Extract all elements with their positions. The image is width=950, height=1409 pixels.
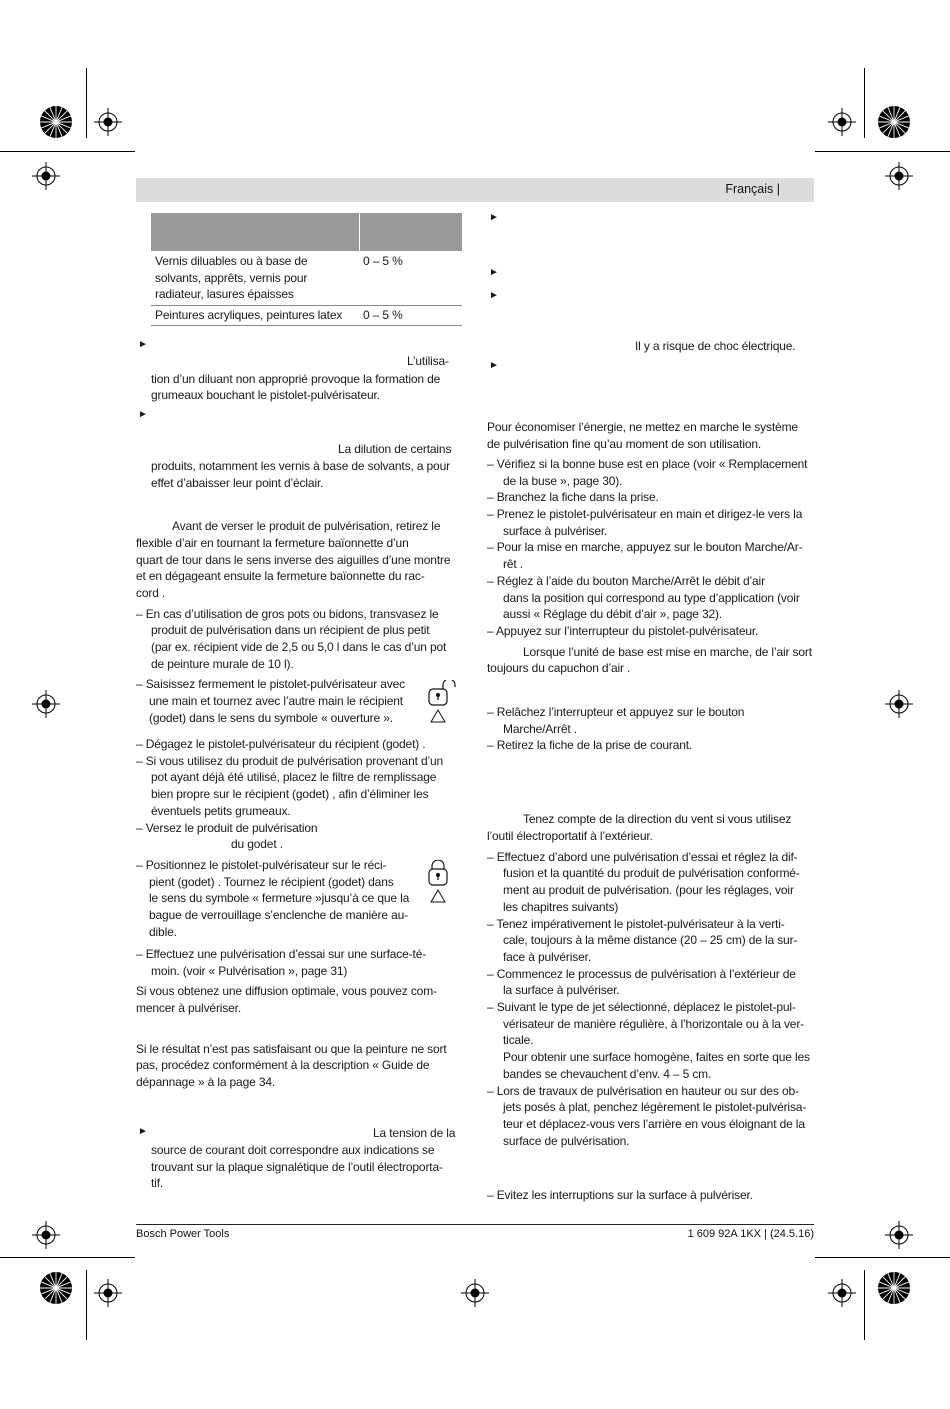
crop-mark (0, 151, 135, 152)
text-line: toujours du capuchon d’air . (487, 661, 631, 675)
text-line: (par ex. récipient vide de 2,5 ou 5,0 l dans le cas d’un pot (151, 640, 447, 654)
text-line: et en dégageant ensuite la fermeture baïonnette du rac- (136, 569, 425, 583)
unlock-symbol-icon (426, 680, 466, 726)
text-line: bague de verrouillage s’enclenche de manière au- (149, 908, 408, 922)
text-line: – Branchez la fiche dans la prise. (487, 490, 659, 504)
registration-target-icon (876, 1270, 912, 1306)
bullet-triangle-icon: ► (138, 1126, 148, 1137)
text-line: jets posés à plat, penchez légèrement le pistolet-pulvérisa- (503, 1100, 807, 1114)
text-line: bien propre sur le récipient (godet) , afin d’éliminer les (151, 787, 429, 801)
bullet-triangle-icon: ► (489, 290, 499, 301)
text-line: face à pulvériser. (503, 950, 592, 964)
text-line: – Vérifiez si la bonne buse est en place (voir « Remplacement (487, 457, 808, 471)
text-line: vérisateur de manière régulière, à l’horizontale ou à la ver- (503, 1017, 805, 1031)
text-line: – Effectuez d’abord une pulvérisation d’essai et réglez la dif- (487, 850, 798, 864)
text-line: les chapitres suivants) (503, 900, 619, 914)
crop-mark (86, 68, 87, 138)
text-line: La tension de la (373, 1126, 456, 1140)
text-line: aussi « Réglage du débit d’air », page 32). (503, 607, 723, 621)
text-line: Si le résultat n’est pas satisfaisant ou que la peinture ne sort (136, 1042, 447, 1056)
text-line: tif. (151, 1176, 164, 1190)
crosshair-icon (885, 690, 913, 718)
crop-mark (0, 1257, 135, 1258)
text-line: Tenez compte de la direction du vent si vous utilisez (523, 812, 792, 826)
text-line: fusion et la quantité du produit de pulvérisation conformé- (503, 866, 800, 880)
crosshair-icon (828, 1279, 856, 1307)
text-line: dépannage » à la page 34. (136, 1075, 276, 1089)
text-line: Avant de verser le produit de pulvérisation, retirez le (172, 519, 441, 533)
table-rule (151, 305, 462, 306)
table-cell: 0 – 5 % (363, 254, 403, 268)
text-line: éventuels petits grumeaux. (151, 804, 291, 818)
text-line: – Positionnez le pistolet-pulvérisateur sur le réci- (136, 858, 387, 872)
text-line: – Pour la mise en marche, appuyez sur le bouton Marche/Ar- (487, 540, 803, 554)
text-line: dans la position qui correspond au type d’application (voir (503, 591, 800, 605)
crop-mark (815, 151, 950, 152)
table-cell: Peintures acryliques, peintures latex (155, 308, 343, 322)
table-rule (151, 325, 462, 326)
crosshair-icon (94, 108, 122, 136)
text-line: – Dégagez le pistolet-pulvérisateur du récipient (godet) . (136, 737, 426, 751)
crosshair-icon (32, 162, 60, 190)
text-line: du godet . (231, 837, 283, 851)
text-line: produits, notamment les vernis à base de solvants, a pour (151, 459, 450, 473)
crosshair-icon (828, 108, 856, 136)
text-line: le sens du symbole « fermeture »jusqu’à ce que la (149, 891, 410, 905)
table-cell: solvants, apprêts, vernis pour (155, 271, 308, 285)
text-line: – Relâchez l’interrupteur et appuyez sur le bouton (487, 705, 745, 719)
text-line: l’outil électroportatif à l’extérieur. (487, 829, 653, 843)
text-line: trouvant sur la plaque signalétique de l’outil électroporta- (151, 1160, 443, 1174)
text-line: L’utilisa- (407, 354, 449, 368)
text-line: la surface à pulvériser. (503, 983, 620, 997)
bullet-triangle-icon: ► (138, 409, 148, 420)
text-line: cale, toujours à la même distance (20 – 25 cm) de la sur- (503, 933, 798, 947)
text-line: de peinture murale de 10 l). (151, 657, 294, 671)
crosshair-icon (32, 690, 60, 718)
text-line: – Evitez les interruptions sur la surface à pulvériser. (487, 1188, 753, 1202)
text-line: de la buse », page 30). (503, 474, 623, 488)
table-cell: Vernis diluables ou à base de (155, 254, 308, 268)
crosshair-icon (885, 162, 913, 190)
text-line: – Prenez le pistolet-pulvérisateur en main et dirigez-le vers la (487, 507, 803, 521)
text-line: – Réglez à l’aide du bouton Marche/Arrêt le débit d’air (487, 574, 765, 588)
bullet-triangle-icon: ► (489, 267, 499, 278)
text-line: – Saisissez fermement le pistolet-pulvérisateur avec (136, 677, 405, 691)
text-line: dible. (149, 925, 177, 939)
text-line: une main et tournez avec l’autre main le récipient (149, 694, 403, 708)
text-line: – Versez le produit de pulvérisation (136, 821, 318, 835)
text-line: source de courant doit correspondre aux indications se (151, 1143, 435, 1157)
table-cell: 0 – 5 % (363, 308, 403, 322)
text-line: quart de tour dans le sens inverse des aiguilles d’une montre (136, 553, 451, 567)
crosshair-icon (461, 1279, 489, 1307)
text-line: Il y a risque de choc électrique. (635, 339, 796, 353)
text-line: moin. (voir « Pulvérisation », page 31) (151, 964, 348, 978)
bullet-triangle-icon: ► (138, 339, 148, 350)
text-line: pot ayant déjà été utilisé, placez le filtre de remplissage (151, 770, 437, 784)
text-line: – Si vous utilisez du produit de pulvérisation provenant d’un (136, 754, 444, 768)
text-line: – Suivant le type de jet sélectionné, déplacez le pistolet-pul- (487, 1000, 796, 1014)
crop-mark (864, 68, 865, 138)
text-line: surface à pulvériser. (503, 524, 608, 538)
text-line: bandes se chevauchent d’env. 4 – 5 cm. (503, 1067, 712, 1081)
registration-target-icon (38, 104, 74, 140)
text-line: grumeaux bouchant le pistolet-pulvérisateur. (151, 388, 380, 402)
text-line: rêt . (503, 557, 523, 571)
bullet-triangle-icon: ► (489, 360, 499, 371)
text-line: Marche/Arrêt . (503, 722, 577, 736)
registration-target-icon (876, 104, 912, 140)
footer-doc-number: 1 609 92A 1KX | (24.5.16) (687, 1228, 814, 1240)
text-line: Pour obtenir une surface homogène, faites en sorte que les (503, 1050, 810, 1064)
bullet-triangle-icon: ► (489, 212, 499, 223)
text-line: pas, procédez conformément à la description « Guide de (136, 1058, 430, 1072)
registration-target-icon (38, 1270, 74, 1306)
text-line: pient (godet) . Tournez le récipient (godet) dans (149, 875, 394, 889)
text-line: Lorsque l’unité de base est mise en marche, de l’air sort (523, 645, 812, 659)
page-header (136, 178, 814, 202)
footer-rule (136, 1224, 814, 1225)
crop-mark (86, 1270, 87, 1340)
text-line: Si vous obtenez une diffusion optimale, vous pouvez com- (136, 984, 437, 998)
table-header (151, 213, 462, 251)
text-line: – Effectuez une pulvérisation d’essai sur une surface-té- (136, 947, 427, 961)
crop-mark (815, 1257, 950, 1258)
text-line: produit de pulvérisation dans un récipient de plus petit (151, 623, 430, 637)
crop-mark (864, 1270, 865, 1340)
text-line: – En cas d’utilisation de gros pots ou bidons, transvasez le (136, 607, 439, 621)
text-line: tion d’un diluant non approprié provoque la formation de (151, 372, 441, 386)
text-line: de pulvérisation fine qu’au moment de son utilisation. (487, 437, 762, 451)
text-line: cord . (136, 586, 166, 600)
text-line: – Lors de travaux de pulvérisation en hauteur ou sur des ob- (487, 1084, 799, 1098)
footer-brand: Bosch Power Tools (136, 1228, 230, 1240)
text-line: – Tenez impérativement le pistolet-pulvérisateur à la verti- (487, 917, 785, 931)
text-line: flexible d’air en tournant la fermeture baïonnette d’un (136, 536, 409, 550)
text-line: effet d’abaisser leur point d’éclair. (151, 476, 324, 490)
text-line: mencer à pulvériser. (136, 1001, 242, 1015)
crosshair-icon (885, 1221, 913, 1249)
text-line: – Appuyez sur l’interrupteur du pistolet-pulvérisateur. (487, 624, 759, 638)
crosshair-icon (32, 1221, 60, 1249)
text-line: Pour économiser l’énergie, ne mettez en marche le système (487, 420, 798, 434)
text-line: ment au produit de pulvérisation. (pour les réglages, voir (503, 883, 794, 897)
table-cell: radiateur, lasures épaisses (155, 287, 294, 301)
text-line: ticale. (503, 1033, 534, 1047)
text-line: La dilution de certains (338, 442, 452, 456)
lock-symbol-icon (426, 860, 456, 906)
language-label: Français | (725, 182, 780, 196)
crosshair-icon (94, 1279, 122, 1307)
text-line: (godet) dans le sens du symbole « ouverture ». (149, 711, 393, 725)
text-line: – Commencez le processus de pulvérisation à l’extérieur de (487, 967, 796, 981)
text-line: teur et déplacez-vous vers l’arrière en vous éloignant de la (503, 1117, 805, 1131)
text-line: surface de pulvérisation. (503, 1134, 630, 1148)
text-line: – Retirez la fiche de la prise de courant. (487, 738, 693, 752)
